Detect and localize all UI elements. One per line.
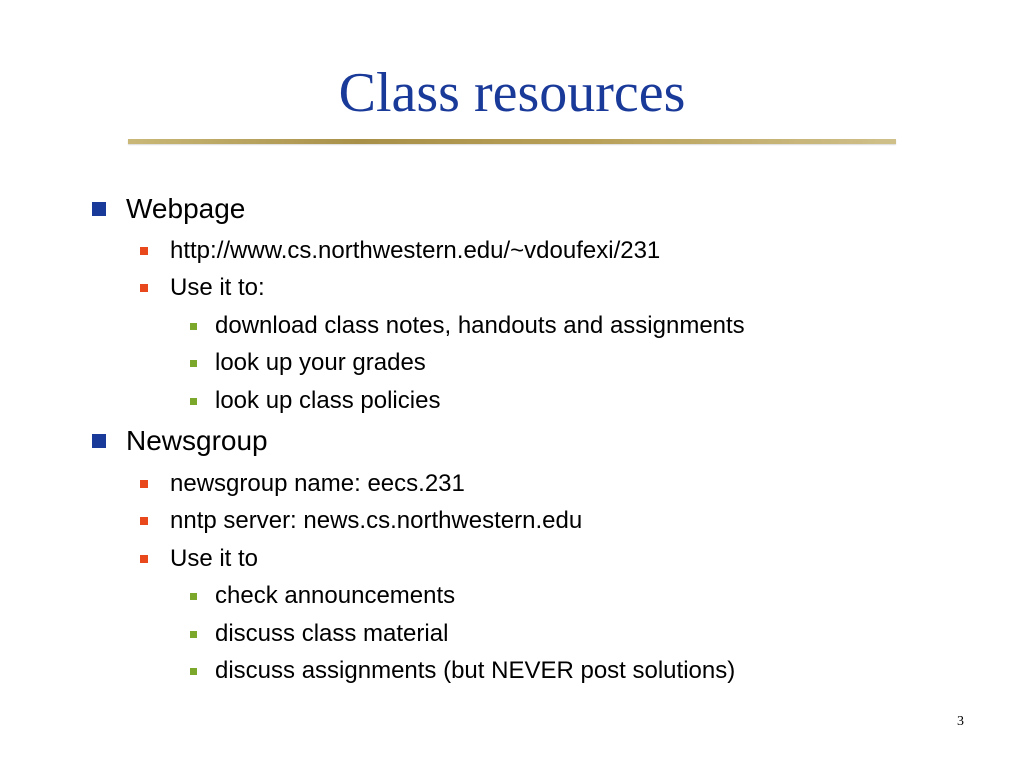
title-divider (128, 139, 896, 144)
bullet-webpage (92, 193, 245, 225)
square-bullet-icon (190, 323, 197, 330)
bullet-text: look up class policies (215, 387, 441, 414)
bullet-use-it-to (140, 274, 265, 302)
square-bullet-icon (140, 284, 148, 292)
square-bullet-icon (190, 593, 197, 600)
square-bullet-icon (140, 555, 148, 563)
bullet-webpage-url (140, 237, 660, 265)
bullet-assignments (190, 657, 735, 685)
bullet-text: discuss class material (215, 620, 449, 647)
bullet-text: check announcements (215, 582, 456, 609)
bullet-use-it-to-2 (140, 545, 258, 573)
bullet-text: nntp server: news.cs.northwestern.edu (170, 507, 583, 534)
square-bullet-icon (140, 247, 148, 255)
bullet-text: download class notes, handouts and assignments (215, 312, 745, 339)
page-number: 3 (957, 714, 964, 729)
bullet-text: look up your grades (215, 349, 426, 376)
bullet-text: Use it to (170, 545, 259, 572)
square-bullet-icon (92, 202, 106, 216)
bullet-class-material (190, 620, 448, 648)
square-bullet-icon (190, 631, 197, 638)
bullet-text: Use it to: (170, 274, 265, 301)
bullet-announcements (190, 582, 455, 610)
bullet-text: http://www.cs.northwestern.edu/~vdoufexi/231 (170, 237, 661, 264)
slide-title: Class resources (338, 62, 686, 124)
bullet-text: newsgroup name: eecs.231 (170, 470, 465, 497)
square-bullet-icon (140, 480, 148, 488)
bullet-text: discuss assignments (but NEVER post solutions) (215, 657, 736, 684)
bullet-download-notes (190, 312, 745, 340)
square-bullet-icon (190, 668, 197, 675)
bullet-policies (190, 387, 440, 415)
bullet-newsgroup (92, 425, 268, 457)
bullet-nntp-server (140, 507, 582, 535)
square-bullet-icon (92, 434, 106, 448)
square-bullet-icon (190, 360, 197, 367)
bullet-grades (190, 349, 426, 377)
square-bullet-icon (190, 398, 197, 405)
bullet-text: Newsgroup (126, 425, 268, 456)
bullet-text: Webpage (126, 193, 246, 224)
bullet-newsgroup-name (140, 470, 465, 498)
square-bullet-icon (140, 517, 148, 525)
